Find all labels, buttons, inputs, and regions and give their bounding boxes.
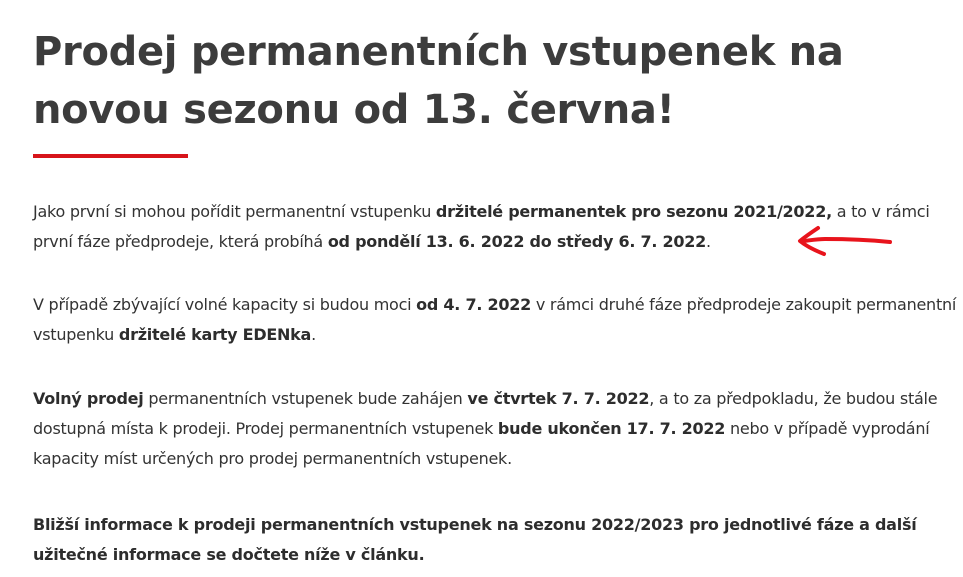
- paragraph-text: Jako první si mohou pořídit permanentní vstupenku: [33, 202, 436, 221]
- paragraph-text: v rámci druhé fáze předprodeje zakoupit permanentní vstupenku: [33, 295, 957, 344]
- bold-text: Bližší informace k prodeji permanentních vstupenek na sezonu 2022/2023 pro jednotlivé fáze a další užitečné informace se dočtete níže v článku.: [33, 515, 917, 564]
- paragraph-text: V případě zbývající volné kapacity si budou moci: [33, 295, 417, 314]
- paragraph-second-phase: [33, 290, 958, 350]
- paragraph-text: a to v rámci první fáze předprodeje, která probíhá: [33, 202, 930, 251]
- paragraph-text: .: [706, 232, 711, 251]
- page-title: Prodej permanentních vstupenek na novou sezonu od 13. června!: [33, 29, 844, 133]
- bold-text: od 4. 7. 2022: [416, 295, 532, 314]
- paragraph-text: nebo v případě vyprodání kapacity míst určených pro prodej permanentních vstupenek.: [33, 419, 930, 468]
- bold-text: držitelé permanentek pro sezonu 2021/2022,: [435, 202, 832, 221]
- hand-drawn-arrow-icon: [790, 222, 900, 262]
- paragraph-text: , a to za předpokladu, že budou stále dostupná místa k prodeji. Prodej permanentních vstupenek: [33, 389, 938, 438]
- bold-text: ve čtvrtek 7. 7. 2022: [467, 389, 650, 408]
- bold-text: bude ukončen 17. 7. 2022: [497, 419, 726, 438]
- article: [33, 0, 957, 564]
- paragraph-text: permanentních vstupenek bude zahájen: [143, 389, 468, 408]
- bold-text: držitelé karty EDENka: [118, 325, 312, 344]
- paragraph-more-info: [33, 510, 958, 570]
- title-underline: [33, 154, 188, 158]
- bold-text: Volný prodej: [33, 389, 144, 408]
- paragraph-free-sale: [33, 384, 958, 474]
- paragraph-text: .: [311, 325, 316, 344]
- bold-text-dates: od pondělí 13. 6. 2022 do středy 6. 7. 2022: [327, 232, 707, 251]
